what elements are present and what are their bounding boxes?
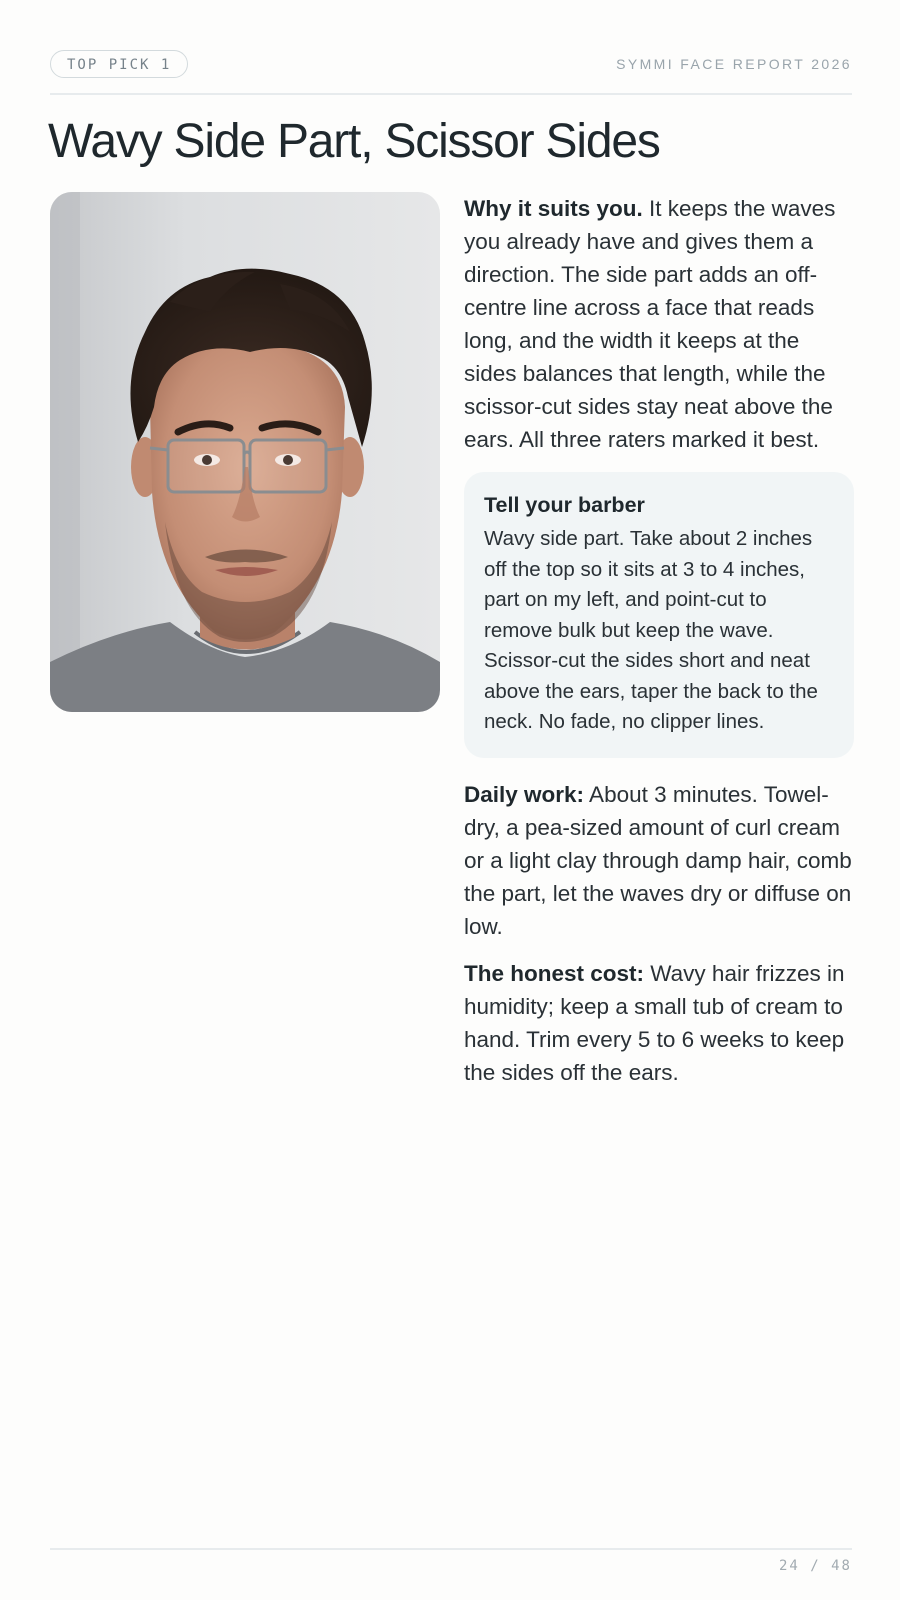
portrait-illustration (50, 192, 440, 712)
header-divider (50, 93, 852, 95)
report-brand: SYMMI FACE REPORT 2026 (616, 56, 852, 72)
daily-label: Daily work: (464, 781, 585, 807)
barber-card-title: Tell your barber (484, 493, 645, 517)
report-header (50, 50, 852, 80)
barber-instructions-card (464, 472, 854, 758)
cost-label: The honest cost: (464, 960, 645, 986)
portrait-photo (50, 192, 440, 712)
footer-divider (50, 1548, 852, 1550)
why-text: It keeps the waves you already have and gives them a direction. The side part adds an off-centre line across a face that reads long, and the width it keeps at the sides balances that length, while the scissor-cut sides stay neat above the ears. All three raters marked it best. (464, 196, 836, 452)
why-it-suits-paragraph (464, 192, 854, 456)
barber-card-text: Wavy side part. Take about 2 inches off the top so it sits at 3 to 4 inches, part on my left, and point-cut to remove bulk but keep the wave. Scissor-cut the sides short and neat above the ears, taper the back to the neck. No fade, no clipper lines. (484, 527, 818, 733)
content-column (464, 192, 854, 1089)
daily-work-paragraph (464, 778, 854, 943)
daily-text: About 3 minutes. Towel-dry, a pea-sized amount of curl cream or a light clay through damp hair, comb the part, let the waves dry or diffuse on low. (464, 781, 852, 939)
honest-cost-paragraph (464, 957, 854, 1089)
top-pick-badge: TOP PICK 1 (50, 50, 188, 78)
page-number: 24 / 48 (778, 1558, 852, 1574)
cost-text: Wavy hair frizzes in humidity; keep a small tub of cream to hand. Trim every 5 to 6 weeks to keep the sides off the ears. (464, 960, 845, 1085)
why-label: Why it suits you. (464, 196, 643, 221)
page-title: Wavy Side Part, Scissor Sides (48, 115, 660, 168)
